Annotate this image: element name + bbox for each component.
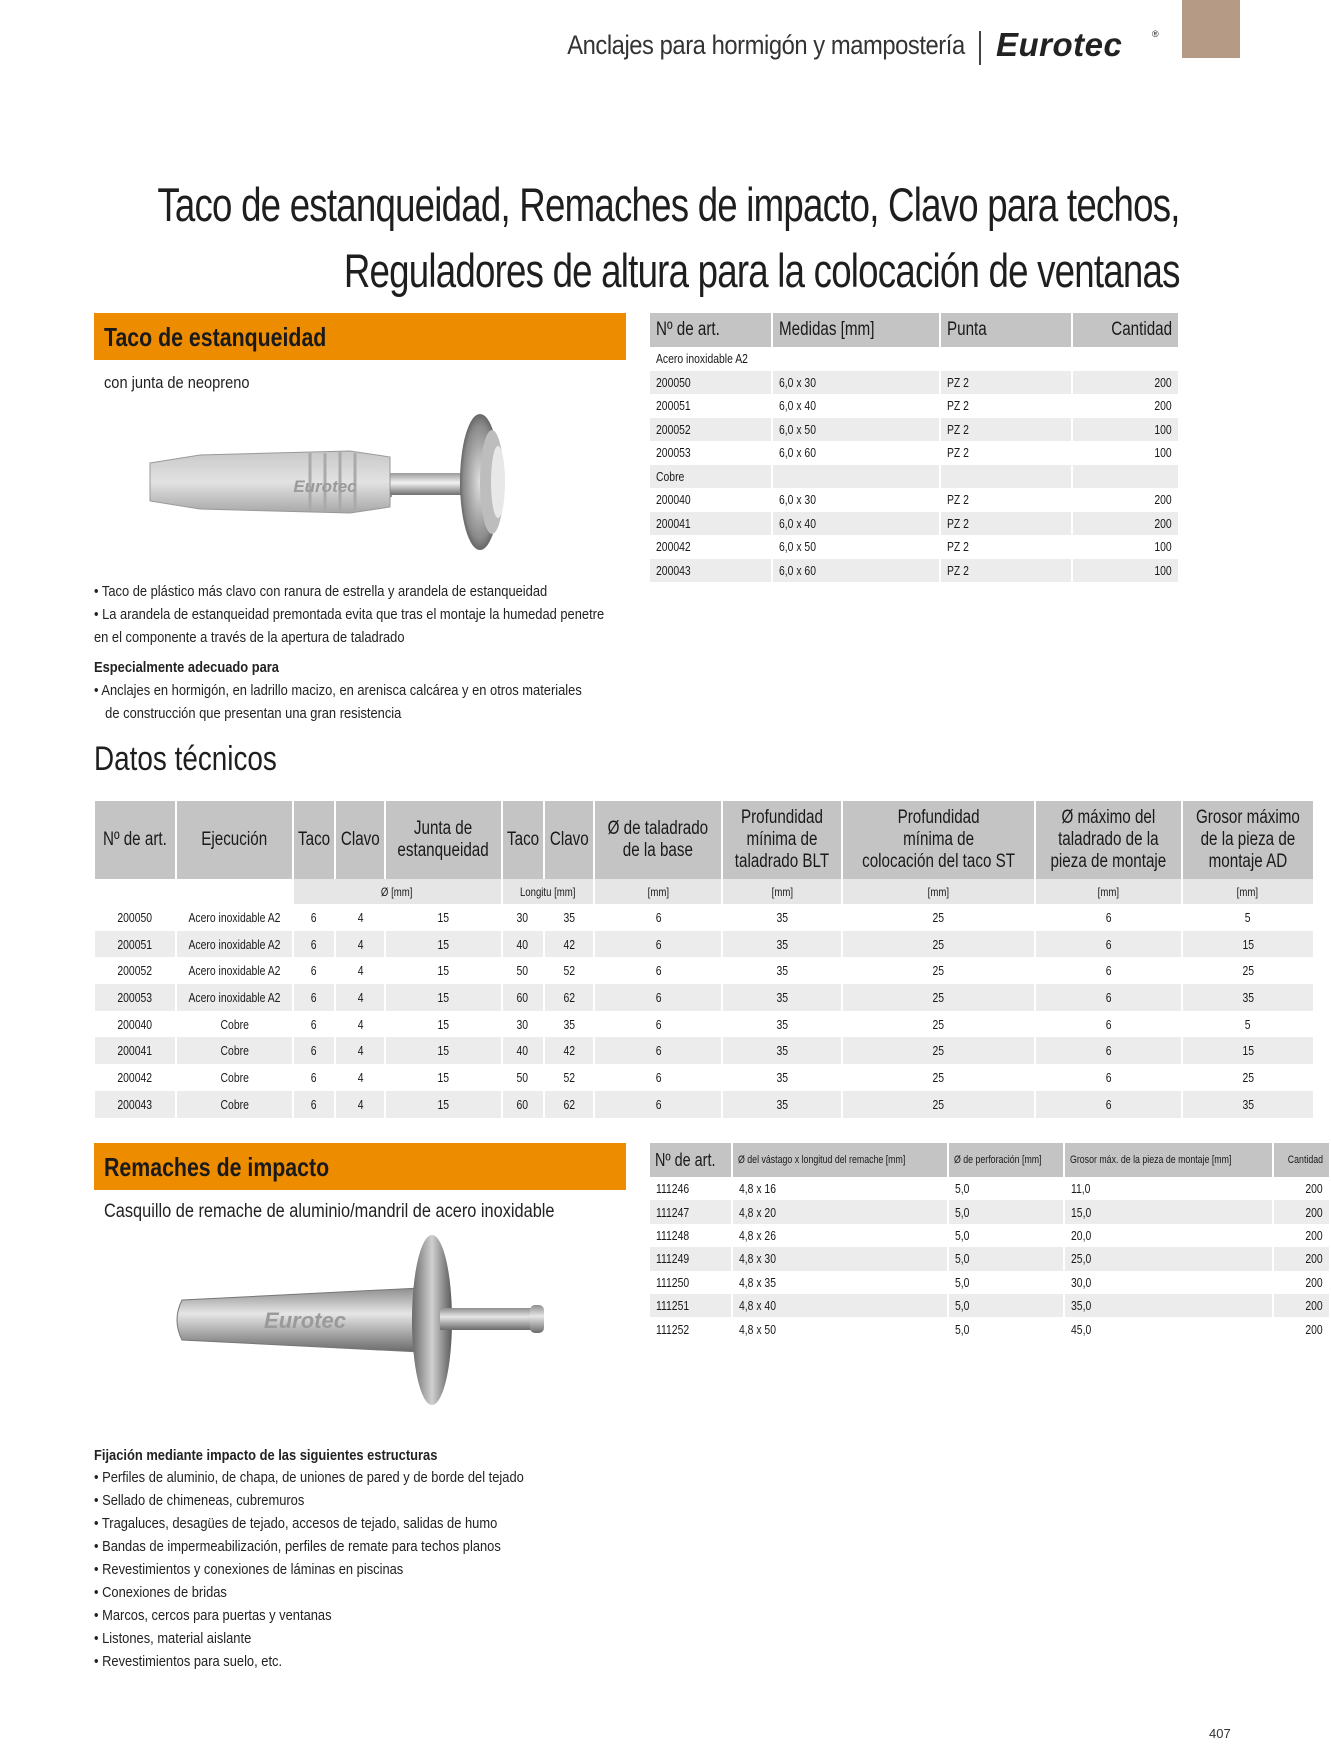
remaches-bullets (94, 1466, 524, 1673)
table-cell: 6,0 x 60 (772, 441, 940, 465)
table-cell: 62 (544, 1091, 595, 1118)
table-cell: PZ 2 (940, 418, 1072, 442)
column-header: Taco (502, 801, 544, 879)
table-cell: 100 (1072, 418, 1179, 442)
table-row (95, 1011, 1314, 1038)
table-row (95, 1037, 1314, 1064)
table-cell: 11,0 (1064, 1177, 1273, 1200)
table-cell: 52 (544, 1064, 595, 1091)
table-cell: 4,8 x 20 (732, 1200, 948, 1223)
table-cell: 35 (722, 1064, 842, 1091)
technical-data-table (95, 801, 1315, 1118)
table-cell: 111246 (650, 1177, 732, 1200)
table-cell: 35 (1182, 1091, 1314, 1118)
column-header: Grosor máximo de la pieza de montaje AD (1182, 801, 1314, 879)
table-cell: 200 (1072, 488, 1179, 512)
remaches-bullet: • Marcos, cercos para puertas y ventanas (94, 1607, 332, 1624)
table-cell: 200040 (650, 488, 772, 512)
section-taco-header (94, 313, 626, 360)
table-cell: 6,0 x 40 (772, 512, 940, 536)
table-cell: 6 (594, 904, 722, 931)
table-cell: 35 (722, 931, 842, 958)
table-cell: 35 (722, 957, 842, 984)
table-cell: 200053 (95, 984, 176, 1011)
table-cell: 35,0 (1064, 1294, 1273, 1317)
table-cell: 4 (335, 1064, 386, 1091)
table-row (650, 1271, 1330, 1294)
column-header: Clavo (335, 801, 386, 879)
table-row (650, 1224, 1330, 1247)
table-cell: 5 (1182, 1011, 1314, 1038)
table-cell: 200051 (95, 931, 176, 958)
table-cell: 15 (385, 931, 501, 958)
table-cell: 35 (722, 904, 842, 931)
table-cell: 45,0 (1064, 1317, 1273, 1340)
table-row (95, 984, 1314, 1011)
table-row (95, 957, 1314, 984)
table-cell: 50 (502, 1064, 544, 1091)
table-cell: 200042 (95, 1064, 176, 1091)
column-header: Ejecución (176, 801, 293, 879)
table-cell: 4,8 x 35 (732, 1271, 948, 1294)
column-header: Profundidad mínima de colocación del taco ST (842, 801, 1035, 879)
table-cell: 200 (1072, 512, 1179, 536)
table-cell (772, 347, 940, 371)
impact-rivet-image (170, 1228, 570, 1408)
table-cell: 52 (544, 957, 595, 984)
table-cell: 25 (842, 984, 1035, 1011)
table-cell: PZ 2 (940, 535, 1072, 559)
table-cell: 4 (335, 904, 386, 931)
table-row (650, 465, 1179, 489)
table-cell: 25,0 (1064, 1247, 1273, 1270)
table-cell: 6 (594, 957, 722, 984)
fixing-heading: Fijación mediante impacto de las siguientes estructuras (94, 1447, 438, 1464)
table-cell: 200 (1273, 1200, 1330, 1223)
column-header: Ø del vástago x longitud del remache [mm] (732, 1143, 948, 1177)
table-row (650, 1177, 1330, 1200)
table-cell: 6 (594, 1011, 722, 1038)
table-cell: 15 (385, 1064, 501, 1091)
taco-bullet: • Taco de plástico más clavo con ranura de estrella y arandela de estanqueidad (94, 583, 548, 600)
table-cell: 25 (842, 1064, 1035, 1091)
column-header: Ø de perforación [mm] (948, 1143, 1064, 1177)
table-cell: 200043 (650, 559, 772, 583)
header-separator (979, 31, 981, 65)
column-header: Taco (293, 801, 335, 879)
table-cell: Acero inoxidable A2 (650, 347, 772, 371)
column-header: Clavo (544, 801, 595, 879)
column-header: Junta de estanqueidad (385, 801, 501, 879)
table-cell: Cobre (176, 1064, 293, 1091)
table-cell: PZ 2 (940, 559, 1072, 583)
table-cell: 35 (722, 984, 842, 1011)
table-cell: 100 (1072, 441, 1179, 465)
unit-cell: [mm] (1182, 879, 1314, 904)
taco-bullet: en el componente a través de la apertura de taladrado (94, 629, 405, 646)
table-cell: 111247 (650, 1200, 732, 1223)
table-row (95, 1091, 1314, 1118)
column-header: Profundidad mínima de taladrado BLT (722, 801, 842, 879)
table-cell: PZ 2 (940, 441, 1072, 465)
table-cell (1072, 465, 1179, 489)
table-cell: 60 (502, 1091, 544, 1118)
table-cell: 5,0 (948, 1247, 1064, 1270)
page-title (158, 172, 1180, 304)
table-cell: 6 (293, 904, 335, 931)
table-row (650, 559, 1179, 583)
table-cell: 200053 (650, 441, 772, 465)
table-cell: 4 (335, 984, 386, 1011)
table-cell: 200052 (95, 957, 176, 984)
table-cell: 25 (1182, 1064, 1314, 1091)
table-row (650, 394, 1179, 418)
table-cell: 20,0 (1064, 1224, 1273, 1247)
table-cell: 4 (335, 1091, 386, 1118)
table-cell: 200 (1273, 1271, 1330, 1294)
table-cell: 15 (385, 957, 501, 984)
table-cell: 6,0 x 30 (772, 488, 940, 512)
table-cell: 15 (385, 1037, 501, 1064)
table-cell: 4 (335, 1011, 386, 1038)
unit-cell: [mm] (1035, 879, 1182, 904)
table-row (650, 1294, 1330, 1317)
remaches-article-table (650, 1143, 1331, 1341)
section-remaches-header (94, 1143, 626, 1190)
table-cell: 15 (385, 904, 501, 931)
table-cell: 200040 (95, 1011, 176, 1038)
column-header: Cantidad (1072, 313, 1179, 347)
table-cell: 200052 (650, 418, 772, 442)
table-cell (940, 465, 1072, 489)
column-header: Punta (940, 313, 1072, 347)
table-cell: 25 (842, 1011, 1035, 1038)
table-cell: PZ 2 (940, 394, 1072, 418)
table-cell: 111249 (650, 1247, 732, 1270)
table-cell: 4,8 x 30 (732, 1247, 948, 1270)
table-cell: Cobre (650, 465, 772, 489)
table-cell: 200 (1273, 1247, 1330, 1270)
table-cell: 30 (502, 904, 544, 931)
table-cell: 42 (544, 931, 595, 958)
column-header: Nº de art. (650, 1143, 732, 1177)
taco-bullets (94, 580, 604, 649)
suitable-bullet: de construcción que presentan una gran resistencia (105, 705, 402, 722)
table-cell: 200 (1273, 1294, 1330, 1317)
section-taco-title: Taco de estanqueidad (104, 322, 327, 352)
table-cell: 4,8 x 40 (732, 1294, 948, 1317)
table-cell: 50 (502, 957, 544, 984)
table-header-row (95, 801, 1314, 879)
suitable-heading: Especialmente adecuado para (94, 659, 279, 676)
remaches-bullet: • Revestimientos y conexiones de láminas en piscinas (94, 1561, 404, 1578)
sealing-plug-image (140, 405, 540, 555)
page-title-line2: Reguladores de altura para la colocación de ventanas (344, 244, 1180, 297)
table-cell: 5,0 (948, 1317, 1064, 1340)
table-cell: 200041 (95, 1037, 176, 1064)
column-header: Nº de art. (650, 313, 772, 347)
section-remaches-title: Remaches de impacto (104, 1152, 330, 1182)
table-cell: 6 (1035, 1037, 1182, 1064)
column-header: Nº de art. (95, 801, 176, 879)
table-cell: 6 (1035, 1064, 1182, 1091)
table-cell: 200 (1273, 1224, 1330, 1247)
table-cell: 200051 (650, 394, 772, 418)
table-cell: 200 (1072, 371, 1179, 395)
table-row (650, 1200, 1330, 1223)
table-cell: 35 (722, 1037, 842, 1064)
table-cell: 6 (293, 984, 335, 1011)
table-cell: 200041 (650, 512, 772, 536)
table-cell: Cobre (176, 1011, 293, 1038)
table-cell: 100 (1072, 535, 1179, 559)
table-cell: 42 (544, 1037, 595, 1064)
table-cell (1072, 347, 1179, 371)
table-row (95, 931, 1314, 958)
table-cell: 25 (842, 931, 1035, 958)
section-taco-subtitle: con junta de neopreno (104, 373, 250, 392)
plug-image-logo: Eurotec (293, 477, 357, 496)
table-row (95, 904, 1314, 931)
eurotec-logo: Eurotec (996, 26, 1123, 63)
header-title: Anclajes para hormigón y mampostería (567, 30, 965, 60)
table-cell: 15 (385, 1091, 501, 1118)
table-cell: 25 (1182, 957, 1314, 984)
unit-cell: Longitu [mm] (502, 879, 595, 904)
table-header-row (650, 313, 1179, 347)
table-cell: 35 (544, 1011, 595, 1038)
remaches-bullet: • Revestimientos para suelo, etc. (94, 1653, 283, 1670)
table-cell: 25 (842, 957, 1035, 984)
table-cell: 15 (385, 984, 501, 1011)
table-cell: PZ 2 (940, 512, 1072, 536)
page-number: 407 (1209, 1726, 1231, 1741)
table-cell: 6 (594, 1091, 722, 1118)
table-cell: 15 (385, 1011, 501, 1038)
table-row (95, 1064, 1314, 1091)
table-cell: 35 (1182, 984, 1314, 1011)
table-cell: 4 (335, 931, 386, 958)
table-cell: 15 (1182, 931, 1314, 958)
taco-bullet: • La arandela de estanqueidad premontada evita que tras el montaje la humedad penetre (94, 606, 605, 623)
table-row (650, 347, 1179, 371)
table-cell: 6,0 x 30 (772, 371, 940, 395)
table-row (650, 441, 1179, 465)
table-cell: 40 (502, 1037, 544, 1064)
table-cell: 15 (1182, 1037, 1314, 1064)
table-row (650, 535, 1179, 559)
table-cell: 6,0 x 60 (772, 559, 940, 583)
table-cell: 6 (1035, 984, 1182, 1011)
registered-mark: ® (1152, 29, 1159, 39)
table-cell: 111248 (650, 1224, 732, 1247)
units-row (95, 879, 1314, 904)
column-header: Grosor máx. de la pieza de montaje [mm] (1064, 1143, 1273, 1177)
unit-cell: [mm] (842, 879, 1035, 904)
table-cell: 200 (1072, 394, 1179, 418)
remaches-bullet: • Bandas de impermeabilización, perfiles de remate para techos planos (94, 1538, 501, 1555)
table-cell: 30,0 (1064, 1271, 1273, 1294)
table-cell: 35 (722, 1011, 842, 1038)
table-cell: 62 (544, 984, 595, 1011)
table-cell: 30 (502, 1011, 544, 1038)
remaches-bullet: • Tragaluces, desagües de tejado, accesos de tejado, salidas de humo (94, 1515, 498, 1532)
table-cell: PZ 2 (940, 371, 1072, 395)
table-cell: 6 (1035, 1011, 1182, 1038)
table-cell: 6 (293, 1064, 335, 1091)
table-cell: 4,8 x 26 (732, 1224, 948, 1247)
table-row (650, 512, 1179, 536)
unit-cell: [mm] (722, 879, 842, 904)
table-cell: 6 (1035, 931, 1182, 958)
table-cell: 5,0 (948, 1271, 1064, 1294)
table-cell: 6 (293, 957, 335, 984)
table-cell: Cobre (176, 1091, 293, 1118)
table-cell: 5,0 (948, 1224, 1064, 1247)
rivet-image-logo: Eurotec (264, 1308, 346, 1333)
table-cell: Acero inoxidable A2 (176, 984, 293, 1011)
table-cell: 5 (1182, 904, 1314, 931)
table-row (650, 418, 1179, 442)
column-header: Medidas [mm] (772, 313, 940, 347)
table-cell: 35 (544, 904, 595, 931)
table-cell: 6,0 x 50 (772, 535, 940, 559)
table-cell: 6 (594, 1037, 722, 1064)
table-cell: 5,0 (948, 1294, 1064, 1317)
table-row (650, 371, 1179, 395)
table-cell: 35 (722, 1091, 842, 1118)
remaches-bullet: • Perfiles de aluminio, de chapa, de uniones de pared y de borde del tejado (94, 1469, 524, 1486)
table-cell: 6 (594, 1064, 722, 1091)
table-cell: 6 (293, 1037, 335, 1064)
table-cell: 6 (594, 984, 722, 1011)
table-cell: 4 (335, 957, 386, 984)
table-cell: 40 (502, 931, 544, 958)
table-cell: 6 (1035, 904, 1182, 931)
table-cell (940, 347, 1072, 371)
section-remaches-subtitle: Casquillo de remache de aluminio/mandril de acero inoxidable (104, 1201, 555, 1222)
table-cell: 111252 (650, 1317, 732, 1340)
table-cell: 6 (293, 931, 335, 958)
suitable-bullet: • Anclajes en hormigón, en ladrillo macizo, en arenisca calcárea y en otros materiales (94, 682, 582, 699)
table-cell: 6 (293, 1011, 335, 1038)
table-cell: 200050 (95, 904, 176, 931)
table-cell: 111251 (650, 1294, 732, 1317)
table-cell: 4,8 x 50 (732, 1317, 948, 1340)
datos-tecnicos-title: Datos técnicos (94, 740, 277, 778)
unit-cell: [mm] (594, 879, 722, 904)
remaches-bullet: • Conexiones de bridas (94, 1584, 227, 1601)
table-cell: Cobre (176, 1037, 293, 1064)
table-cell: 100 (1072, 559, 1179, 583)
table-cell: 4 (335, 1037, 386, 1064)
remaches-bullet: • Listones, material aislante (94, 1630, 252, 1647)
table-cell: 200043 (95, 1091, 176, 1118)
table-header-row (650, 1143, 1330, 1177)
table-cell: 60 (502, 984, 544, 1011)
suitable-bullets (94, 679, 582, 725)
table-cell: 25 (842, 1037, 1035, 1064)
table-cell: Acero inoxidable A2 (176, 931, 293, 958)
table-cell: 6,0 x 50 (772, 418, 940, 442)
table-cell: 5,0 (948, 1177, 1064, 1200)
column-header: Ø máximo del taladrado de la pieza de montaje (1035, 801, 1182, 879)
table-cell: 25 (842, 904, 1035, 931)
table-cell: 111250 (650, 1271, 732, 1294)
table-cell: 6,0 x 40 (772, 394, 940, 418)
table-cell: 200050 (650, 371, 772, 395)
remaches-bullet: • Sellado de chimeneas, cubremuros (94, 1492, 305, 1509)
table-cell: 25 (842, 1091, 1035, 1118)
table-cell: 200 (1273, 1177, 1330, 1200)
table-cell: Acero inoxidable A2 (176, 957, 293, 984)
table-cell (772, 465, 940, 489)
column-header: Ø de taladrado de la base (594, 801, 722, 879)
table-cell: Acero inoxidable A2 (176, 904, 293, 931)
table-cell: 15,0 (1064, 1200, 1273, 1223)
page-title-line1: Taco de estanqueidad, Remaches de impacto, Clavo para techos, (157, 178, 1180, 231)
table-row (650, 1317, 1330, 1340)
unit-cell: Ø [mm] (293, 879, 502, 904)
table-cell: 6 (293, 1091, 335, 1118)
table-cell: 5,0 (948, 1200, 1064, 1223)
column-header: Cantidad (1273, 1143, 1330, 1177)
table-cell: 6 (594, 931, 722, 958)
corner-tab (1182, 0, 1240, 58)
table-cell: 6 (1035, 957, 1182, 984)
taco-article-table (650, 313, 1180, 582)
table-cell: 4,8 x 16 (732, 1177, 948, 1200)
table-cell: PZ 2 (940, 488, 1072, 512)
table-cell: 200 (1273, 1317, 1330, 1340)
table-cell: 6 (1035, 1091, 1182, 1118)
table-row (650, 488, 1179, 512)
table-row (650, 1247, 1330, 1270)
table-cell: 200042 (650, 535, 772, 559)
